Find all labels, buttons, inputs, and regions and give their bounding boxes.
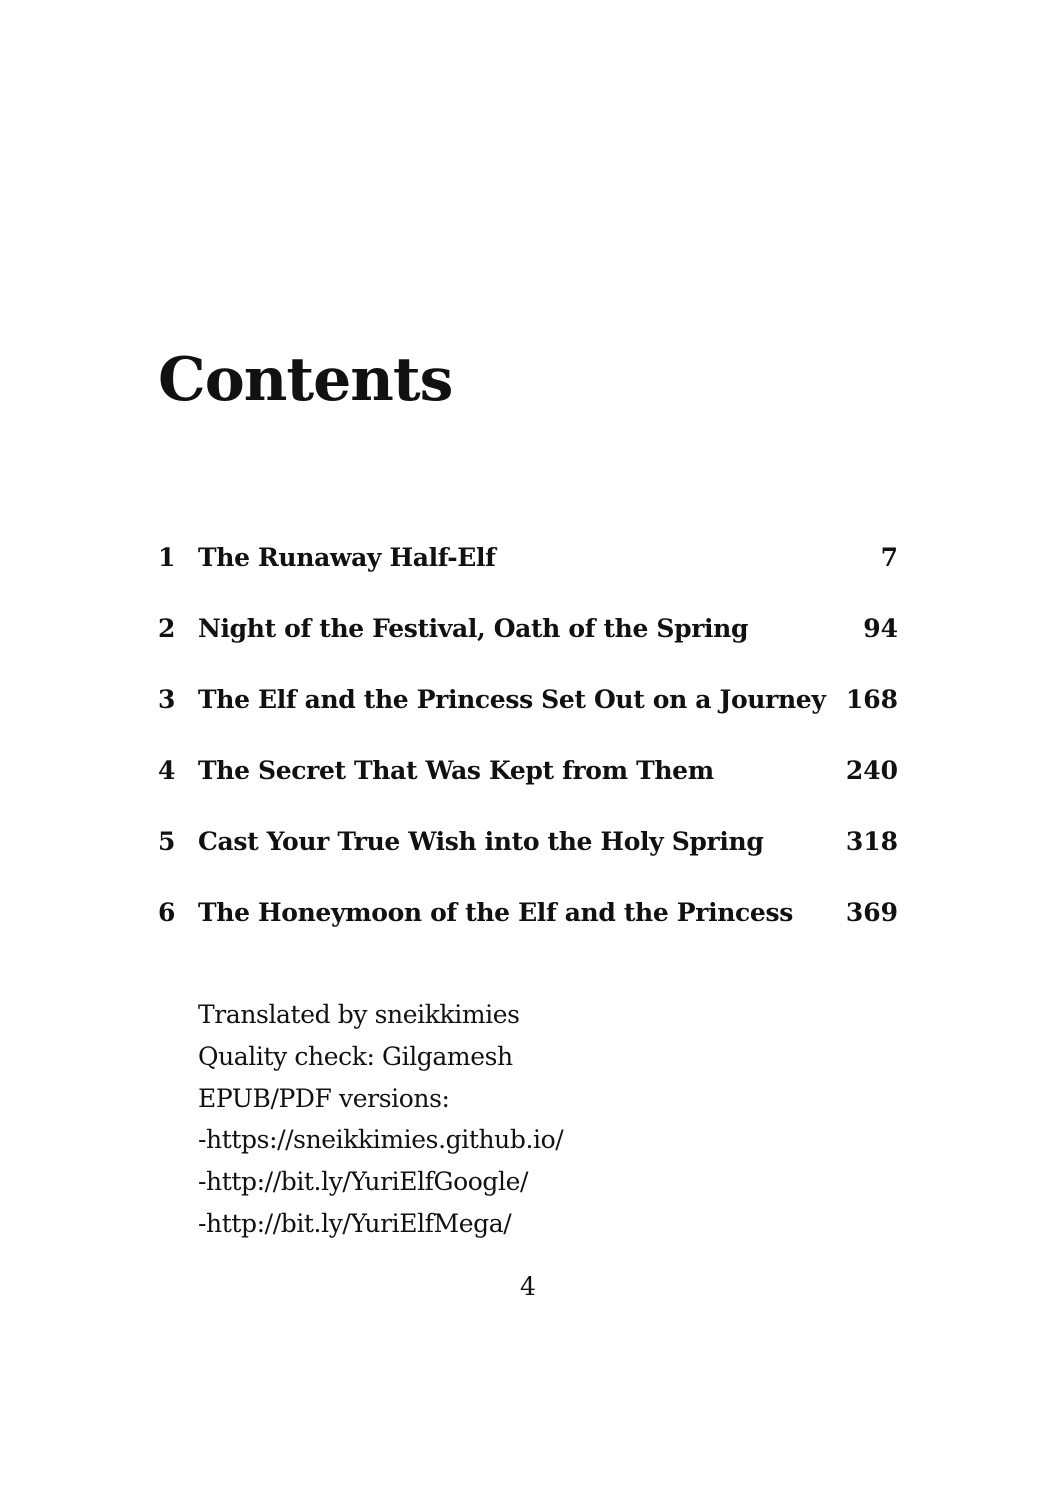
page-title: Contents [158, 345, 453, 415]
toc-entry[interactable] [158, 893, 898, 964]
chapter-page-number: 168 [845, 685, 898, 714]
chapter-page-number: 240 [845, 756, 898, 785]
chapter-title: Cast Your True Wish into the Holy Spring [198, 827, 764, 856]
chapter-title: Night of the Festival, Oath of the Spring [198, 614, 749, 643]
translation-credits [198, 994, 563, 1245]
link-google[interactable]: -http://bit.ly/YuriElfGoogle/ [198, 1167, 529, 1197]
chapter-number: 1 [158, 543, 176, 572]
table-of-contents [158, 538, 898, 964]
chapter-number: 6 [158, 898, 176, 927]
credit-translator: Translated by sneikkimies [198, 1000, 520, 1029]
chapter-title: The Secret That Was Kept from Them [198, 756, 714, 785]
chapter-page-number: 7 [880, 543, 898, 572]
chapter-number: 2 [158, 614, 176, 643]
toc-entry[interactable] [158, 822, 898, 893]
chapter-number: 4 [158, 756, 176, 785]
link-github[interactable]: -https://sneikkimies.github.io/ [198, 1125, 564, 1155]
toc-entry[interactable] [158, 538, 898, 609]
chapter-page-number: 94 [863, 614, 898, 643]
link-mega[interactable]: -http://bit.ly/YuriElfMega/ [198, 1208, 512, 1238]
toc-entry[interactable] [158, 751, 898, 822]
chapter-title: The Elf and the Princess Set Out on a Journey [198, 685, 826, 714]
chapter-title: The Runaway Half-Elf [198, 543, 496, 572]
chapter-page-number: 369 [845, 898, 898, 927]
credit-versions-label: EPUB/PDF versions: [198, 1083, 450, 1113]
chapter-page-number: 318 [845, 827, 898, 856]
chapter-number: 5 [158, 827, 176, 856]
chapter-number: 3 [158, 685, 176, 714]
toc-entry[interactable] [158, 609, 898, 680]
toc-entry[interactable] [158, 680, 898, 751]
page-number: 4 [520, 1272, 536, 1301]
chapter-title: The Honeymoon of the Elf and the Princess [198, 898, 793, 927]
credit-quality-check: Quality check: Gilgamesh [198, 1041, 513, 1071]
